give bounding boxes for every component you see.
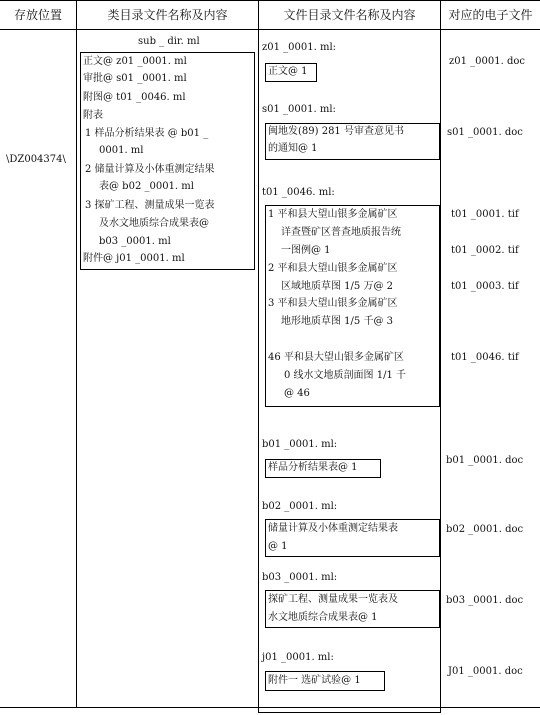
file-dir-line: 正文@ 1 [268, 66, 308, 77]
efile-name: t01 _0046. tif [451, 352, 519, 363]
header-category: 类目录文件名称及内容 [107, 8, 228, 22]
efile-name: b03 _0001. doc [446, 595, 524, 606]
file-dir-title: b03 _0001. ml: [262, 572, 338, 583]
file-dir-line: 区域地质草图 1/5 万@ 2 [281, 281, 393, 292]
file-dir-line: 3 平和县大望山银多金属矿区 [268, 298, 398, 309]
file-dir-title: b02 _0001. ml: [262, 501, 338, 512]
file-dir-line: 2 平和县大望山银多金属矿区 [268, 263, 398, 274]
category-line: 附表 [83, 110, 103, 121]
file-dir-line: 0 线水文地质剖面图 1/1 千 [284, 370, 406, 381]
file-dir-line: 地形地质草图 1/5 千@ 3 [281, 316, 393, 327]
header-location: 存放位置 [13, 8, 62, 22]
file-dir-line: 一图例@ 1 [281, 245, 331, 256]
category-line: 2 储量计算及小体重测定结果 [85, 164, 215, 175]
efile-name: b01 _0001. doc [446, 455, 524, 466]
category-line: 1 样品分析结果表 @ b01 _ [85, 128, 209, 139]
file-dir-line: 46 平和县大望山银多金属矿区 [268, 352, 404, 363]
table-bottom-rule [0, 707, 540, 708]
category-line: b03 _0001. ml [99, 236, 171, 247]
file-dir-line: 闽地发(89) 281 号审查意见书 [268, 126, 404, 137]
file-dir-title: j01 _0001. ml: [262, 652, 334, 663]
efile-name: J01 _0001. doc [448, 666, 523, 677]
file-dir-line: 水文地质综合成果表@ 1 [268, 612, 378, 623]
file-dir-line: @ 46 [284, 388, 310, 399]
file-dir-line: 探矿工程、测量成果一览表及 [268, 594, 398, 605]
file-dir-line: 1 平和县大望山银多金属矿区 [268, 209, 398, 220]
category-line: 表@ b02 _0001. ml [99, 181, 194, 192]
efile-name: s01 _0001. doc [447, 127, 523, 138]
efile-name: t01 _0001. tif [451, 209, 519, 220]
file-dir-line: 储量计算及小体重测定结果表 [268, 523, 398, 534]
file-dir-line: 附件一 选矿试验@ 1 [268, 675, 361, 686]
file-dir-line: 的通知@ 1 [268, 143, 318, 154]
column-divider [76, 0, 77, 708]
category-title: sub _ dir. ml [138, 36, 200, 47]
category-line: 附件@ j01 _0001. ml [83, 253, 185, 264]
efile-name: b02 _0001. doc [446, 524, 524, 535]
file-dir-title: t01 _0046. ml: [262, 187, 335, 198]
location-path: \DZ004374\ [6, 154, 66, 165]
file-dir-title: b01 _0001. ml: [262, 439, 338, 450]
category-line: 附图@ t01 _0046. ml [83, 92, 186, 103]
category-line: 3 探矿工程、测量成果一览表 [85, 200, 215, 211]
file-dir-line: 详查暨矿区普查地质报告统 [281, 227, 401, 238]
category-line: 审批@ s01 _0001. ml [83, 73, 187, 84]
category-line: 正文@ z01 _0001. ml [83, 56, 187, 67]
efile-name: t01 _0003. tif [451, 281, 519, 292]
category-line: 及水文地质综合成果表@ [99, 218, 209, 229]
file-dir-line: @ 1 [268, 541, 288, 552]
column-divider [440, 0, 441, 713]
file-dir-line: 样品分析结果表@ 1 [268, 462, 358, 473]
file-dir-title: z01 _0001. ml: [262, 42, 337, 53]
header-file-dir: 文件目录文件名称及内容 [283, 8, 416, 22]
column-divider [258, 0, 259, 713]
header-efile: 对应的电子文件 [448, 8, 533, 22]
efile-name: t01 _0002. tif [451, 245, 519, 256]
efile-name: z01 _0001. doc [449, 56, 526, 67]
file-dir-title: s01 _0001. ml: [262, 104, 336, 115]
table-bottom-rule-2 [258, 712, 440, 713]
category-line: 0001. ml [99, 145, 144, 156]
table-top-rule [0, 0, 540, 1]
header-bottom-rule [0, 29, 540, 30]
